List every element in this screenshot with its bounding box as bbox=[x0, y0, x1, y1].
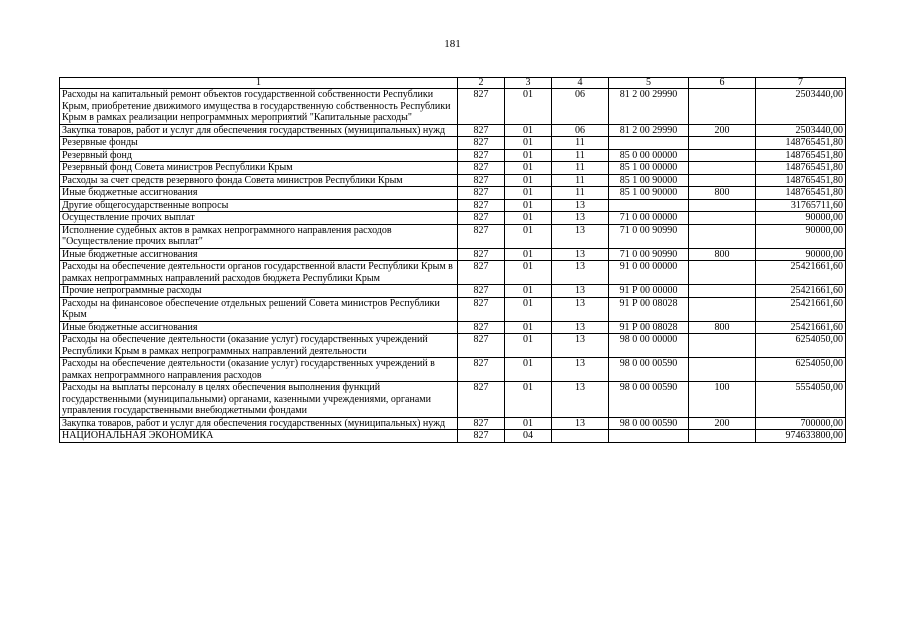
target-article-code: 85 1 00 90000 bbox=[609, 187, 689, 200]
item-name: Резервный фонд bbox=[60, 149, 458, 162]
expense-type-code: 800 bbox=[689, 187, 756, 200]
section-code: 01 bbox=[505, 224, 552, 248]
ministry-code: 827 bbox=[458, 199, 505, 212]
amount: 90000,00 bbox=[756, 248, 846, 261]
subsection-code: 11 bbox=[552, 187, 609, 200]
amount: 700000,00 bbox=[756, 417, 846, 430]
subsection-code: 13 bbox=[552, 199, 609, 212]
section-code: 01 bbox=[505, 124, 552, 137]
ministry-code: 827 bbox=[458, 297, 505, 321]
amount: 25421661,60 bbox=[756, 261, 846, 285]
column-header: 5 bbox=[609, 78, 689, 89]
target-article-code: 85 0 00 00000 bbox=[609, 149, 689, 162]
ministry-code: 827 bbox=[458, 212, 505, 225]
ministry-code: 827 bbox=[458, 382, 505, 418]
page-number: 181 bbox=[444, 38, 461, 50]
section-code: 01 bbox=[505, 285, 552, 298]
subsection-code: 13 bbox=[552, 321, 609, 334]
section-code: 01 bbox=[505, 187, 552, 200]
amount: 25421661,60 bbox=[756, 285, 846, 298]
table-row bbox=[60, 430, 846, 443]
item-name: Расходы за счет средств резервного фонда Совета министров Республики Крым bbox=[60, 174, 458, 187]
ministry-code: 827 bbox=[458, 224, 505, 248]
table-row bbox=[60, 334, 846, 358]
subsection-code: 13 bbox=[552, 224, 609, 248]
section-code: 01 bbox=[505, 382, 552, 418]
section-code: 01 bbox=[505, 334, 552, 358]
expense-type-code: 800 bbox=[689, 321, 756, 334]
ministry-code: 827 bbox=[458, 261, 505, 285]
header-row bbox=[60, 78, 846, 89]
table-row bbox=[60, 224, 846, 248]
section-code: 01 bbox=[505, 417, 552, 430]
section-code: 01 bbox=[505, 89, 552, 125]
expense-type-code bbox=[689, 174, 756, 187]
item-name: Расходы на обеспечение деятельности органов государственной власти Республики Крым в рамках непрограммных направлений расходов бюджета Республики Крым bbox=[60, 261, 458, 285]
column-header: 4 bbox=[552, 78, 609, 89]
amount: 148765451,80 bbox=[756, 162, 846, 175]
section-code: 01 bbox=[505, 199, 552, 212]
subsection-code: 13 bbox=[552, 297, 609, 321]
ministry-code: 827 bbox=[458, 174, 505, 187]
subsection-code: 13 bbox=[552, 248, 609, 261]
amount: 148765451,80 bbox=[756, 137, 846, 150]
column-header: 1 bbox=[60, 78, 458, 89]
item-name: Прочие непрограммные расходы bbox=[60, 285, 458, 298]
target-article-code: 85 1 00 00000 bbox=[609, 162, 689, 175]
item-name: Другие общегосударственные вопросы bbox=[60, 199, 458, 212]
subsection-code: 13 bbox=[552, 212, 609, 225]
amount: 974633800,00 bbox=[756, 430, 846, 443]
column-header: 2 bbox=[458, 78, 505, 89]
section-code: 01 bbox=[505, 297, 552, 321]
target-article-code: 98 0 00 00000 bbox=[609, 334, 689, 358]
subsection-code: 11 bbox=[552, 162, 609, 175]
ministry-code: 827 bbox=[458, 358, 505, 382]
item-name: Иные бюджетные ассигнования bbox=[60, 321, 458, 334]
amount: 90000,00 bbox=[756, 224, 846, 248]
ministry-code: 827 bbox=[458, 89, 505, 125]
subsection-code: 11 bbox=[552, 174, 609, 187]
subsection-code: 13 bbox=[552, 285, 609, 298]
subsection-code: 13 bbox=[552, 417, 609, 430]
table-row bbox=[60, 285, 846, 298]
section-code: 01 bbox=[505, 174, 552, 187]
item-name: Закупка товаров, работ и услуг для обеспечения государственных (муниципальных) нужд bbox=[60, 124, 458, 137]
subsection-code: 11 bbox=[552, 149, 609, 162]
table-row bbox=[60, 199, 846, 212]
table-row bbox=[60, 174, 846, 187]
target-article-code: 71 0 00 00000 bbox=[609, 212, 689, 225]
expense-type-code: 800 bbox=[689, 248, 756, 261]
amount: 5554050,00 bbox=[756, 382, 846, 418]
target-article-code: 91 0 00 00000 bbox=[609, 261, 689, 285]
subsection-code: 11 bbox=[552, 137, 609, 150]
target-article-code bbox=[609, 137, 689, 150]
table-row bbox=[60, 261, 846, 285]
target-article-code: 71 0 00 90990 bbox=[609, 224, 689, 248]
item-name: Расходы на обеспечение деятельности (оказание услуг) государственных учреждений в рамках непрограммного направления расходов bbox=[60, 358, 458, 382]
ministry-code: 827 bbox=[458, 321, 505, 334]
table-row bbox=[60, 212, 846, 225]
target-article-code: 98 0 00 00590 bbox=[609, 382, 689, 418]
expense-type-code bbox=[689, 162, 756, 175]
ministry-code: 827 bbox=[458, 124, 505, 137]
table-row bbox=[60, 124, 846, 137]
amount: 90000,00 bbox=[756, 212, 846, 225]
target-article-code: 71 0 00 90990 bbox=[609, 248, 689, 261]
item-name: Закупка товаров, работ и услуг для обеспечения государственных (муниципальных) нужд bbox=[60, 417, 458, 430]
amount: 2503440,00 bbox=[756, 124, 846, 137]
ministry-code: 827 bbox=[458, 417, 505, 430]
expense-type-code bbox=[689, 199, 756, 212]
amount: 31765711,60 bbox=[756, 199, 846, 212]
item-name: Иные бюджетные ассигнования bbox=[60, 187, 458, 200]
subsection-code bbox=[552, 430, 609, 443]
expense-type-code bbox=[689, 285, 756, 298]
ministry-code: 827 bbox=[458, 285, 505, 298]
table-row bbox=[60, 137, 846, 150]
section-code: 01 bbox=[505, 212, 552, 225]
item-name: Расходы на капитальный ремонт объектов государственной собственности Республики Крым, приобретение движимого имущества в государственную собственность Республики Крым в рамках реализации непрограммных мероприятий "Капитальные расходы" bbox=[60, 89, 458, 125]
ministry-code: 827 bbox=[458, 334, 505, 358]
target-article-code bbox=[609, 430, 689, 443]
amount: 25421661,60 bbox=[756, 321, 846, 334]
amount: 2503440,00 bbox=[756, 89, 846, 125]
column-header: 3 bbox=[505, 78, 552, 89]
item-name: Резервный фонд Совета министров Республики Крым bbox=[60, 162, 458, 175]
item-name: Иные бюджетные ассигнования bbox=[60, 248, 458, 261]
table-row bbox=[60, 297, 846, 321]
item-name: Осуществление прочих выплат bbox=[60, 212, 458, 225]
target-article-code: 81 2 00 29990 bbox=[609, 89, 689, 125]
target-article-code: 85 1 00 90000 bbox=[609, 174, 689, 187]
item-name: Резервные фонды bbox=[60, 137, 458, 150]
table-row bbox=[60, 89, 846, 125]
section-code: 01 bbox=[505, 137, 552, 150]
section-code: 01 bbox=[505, 358, 552, 382]
expense-type-code bbox=[689, 430, 756, 443]
ministry-code: 827 bbox=[458, 149, 505, 162]
expense-type-code bbox=[689, 261, 756, 285]
item-name: Расходы на обеспечение деятельности (оказание услуг) государственных учреждений Республики Крым в рамках непрограммных направлений деятельности bbox=[60, 334, 458, 358]
table-row bbox=[60, 187, 846, 200]
item-name: НАЦИОНАЛЬНАЯ ЭКОНОМИКА bbox=[60, 430, 458, 443]
expense-type-code: 100 bbox=[689, 382, 756, 418]
expense-type-code: 200 bbox=[689, 417, 756, 430]
expense-type-code bbox=[689, 297, 756, 321]
item-name: Исполнение судебных актов в рамках непрограммного направления расходов "Осуществление прочих выплат" bbox=[60, 224, 458, 248]
table-row bbox=[60, 417, 846, 430]
item-name: Расходы на выплаты персоналу в целях обеспечения выполнения функций государственными (муниципальными) органами, казенными учреждениями, органами управления государственными внебюджетными фондами bbox=[60, 382, 458, 418]
expense-type-code bbox=[689, 334, 756, 358]
target-article-code bbox=[609, 199, 689, 212]
ministry-code: 827 bbox=[458, 162, 505, 175]
target-article-code: 81 2 00 29990 bbox=[609, 124, 689, 137]
target-article-code: 91 Р 00 08028 bbox=[609, 297, 689, 321]
column-header: 7 bbox=[756, 78, 846, 89]
amount: 148765451,80 bbox=[756, 174, 846, 187]
ministry-code: 827 bbox=[458, 430, 505, 443]
amount: 25421661,60 bbox=[756, 297, 846, 321]
section-code: 01 bbox=[505, 149, 552, 162]
section-code: 01 bbox=[505, 248, 552, 261]
target-article-code: 98 0 00 00590 bbox=[609, 417, 689, 430]
expense-type-code bbox=[689, 137, 756, 150]
table-row bbox=[60, 382, 846, 418]
target-article-code: 98 0 00 00590 bbox=[609, 358, 689, 382]
ministry-code: 827 bbox=[458, 248, 505, 261]
expense-type-code bbox=[689, 212, 756, 225]
table-row bbox=[60, 149, 846, 162]
target-article-code: 91 Р 00 00000 bbox=[609, 285, 689, 298]
ministry-code: 827 bbox=[458, 137, 505, 150]
subsection-code: 06 bbox=[552, 124, 609, 137]
section-code: 01 bbox=[505, 261, 552, 285]
section-code: 01 bbox=[505, 162, 552, 175]
table-row bbox=[60, 358, 846, 382]
table-row bbox=[60, 321, 846, 334]
subsection-code: 13 bbox=[552, 261, 609, 285]
table-row bbox=[60, 248, 846, 261]
amount: 6254050,00 bbox=[756, 334, 846, 358]
amount: 148765451,80 bbox=[756, 187, 846, 200]
expense-type-code bbox=[689, 149, 756, 162]
subsection-code: 13 bbox=[552, 334, 609, 358]
table-row bbox=[60, 162, 846, 175]
column-header: 6 bbox=[689, 78, 756, 89]
expense-type-code bbox=[689, 89, 756, 125]
ministry-code: 827 bbox=[458, 187, 505, 200]
subsection-code: 13 bbox=[552, 382, 609, 418]
target-article-code: 91 Р 00 08028 bbox=[609, 321, 689, 334]
item-name: Расходы на финансовое обеспечение отдельных решений Совета министров Республики Крым bbox=[60, 297, 458, 321]
amount: 6254050,00 bbox=[756, 358, 846, 382]
expense-type-code bbox=[689, 224, 756, 248]
expense-type-code bbox=[689, 358, 756, 382]
subsection-code: 06 bbox=[552, 89, 609, 125]
expense-type-code: 200 bbox=[689, 124, 756, 137]
section-code: 01 bbox=[505, 321, 552, 334]
section-code: 04 bbox=[505, 430, 552, 443]
budget-table bbox=[59, 77, 846, 443]
subsection-code: 13 bbox=[552, 358, 609, 382]
amount: 148765451,80 bbox=[756, 149, 846, 162]
